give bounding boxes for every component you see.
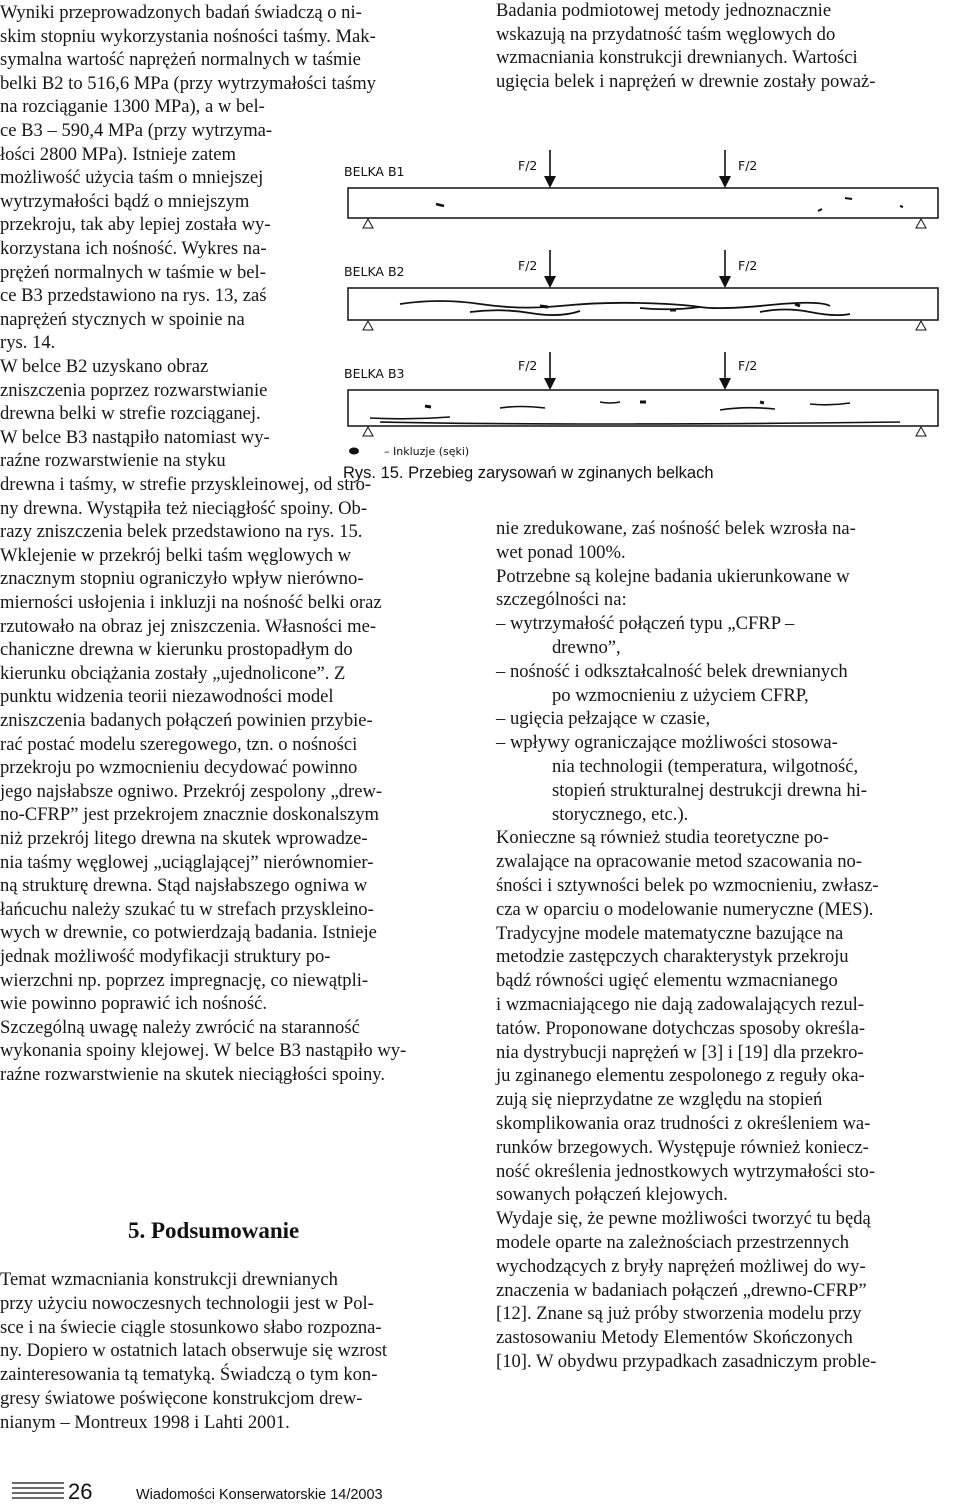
text-line: wzmacniania konstrukcji drewnianych. Wartości bbox=[496, 47, 858, 69]
text-line: zwalające na opracowanie metod szacowania no- bbox=[496, 851, 863, 873]
section-heading: 5. Podsumowanie bbox=[128, 1218, 300, 1243]
text-line: wych w drewnie, co potwierdzają badania. Istnieje bbox=[0, 922, 377, 944]
text-line: przy użyciu nowoczesnych technologii jest w Pol- bbox=[0, 1292, 374, 1314]
text-line: przekroju po wzmocnieniu decydować powinno bbox=[0, 757, 358, 779]
figure-beam-cracking bbox=[340, 140, 945, 465]
figure-legend bbox=[349, 445, 469, 458]
text-line: naprężeń stycznych w spoinie na bbox=[0, 308, 245, 330]
text-line: W belce B2 uzyskano obraz bbox=[0, 356, 209, 377]
text-line: ugięcia belek i naprężeń w drewnie zostały poważ- bbox=[496, 70, 876, 92]
beam-b2-arrowhead-right bbox=[719, 276, 731, 288]
text-line: – nośność i odkształcalność belek drewnianych bbox=[496, 660, 848, 682]
text-line: znaczenia w badaniach połączeń „drewno-CFRP” bbox=[496, 1279, 867, 1301]
text-line: kierunku obciążania zostały „ujednolicone”. Z bbox=[0, 662, 346, 684]
text-line: – wpływy ograniczające możliwości stosowa- bbox=[496, 732, 838, 754]
beam-b3-label: BELKA B3 bbox=[344, 366, 405, 381]
text-line: gresy światowe poświęcone konstrukcjom drew- bbox=[0, 1388, 363, 1409]
text-line: Konieczne są również studia teoretyczne po- bbox=[496, 827, 829, 849]
beam-b1-knots bbox=[818, 198, 903, 211]
beam-b3-arrowhead-left bbox=[544, 378, 556, 390]
beam-b1 bbox=[344, 150, 938, 228]
text-line: zainteresowania tą tematyką. Świadczą o tym kon- bbox=[0, 1364, 378, 1386]
text-line: wychodzących z bryły naprężeń możliwej do wy- bbox=[496, 1255, 866, 1277]
text-line: zują się nieprzydatne ze względu na stopień bbox=[496, 1089, 823, 1111]
text-line: wet ponad 100%. bbox=[496, 541, 626, 563]
text-line: i wzmacniającego nie dają zadowalających rezul- bbox=[496, 994, 865, 1015]
text-line: korzystana ich nośność. Wykres na- bbox=[0, 238, 267, 259]
text-line: ną strukturę drewna. Stąd najsłabszego ogniwa w bbox=[0, 875, 368, 897]
beam-b2-body bbox=[348, 288, 938, 320]
beam-b3-body bbox=[348, 390, 938, 426]
beam-b3-load-left: F/2 bbox=[518, 358, 538, 373]
text-line: ju zginanego elementu zespolonego z reguły oka- bbox=[496, 1065, 865, 1087]
beam-b2-cracks bbox=[400, 301, 850, 315]
text-line: wie powinno poprawić ich nośność. bbox=[0, 993, 267, 1015]
text-line: belki B2 to 516,6 MPa (przy wytrzymałości taśmy bbox=[0, 72, 376, 94]
text-line: po wzmocnieniu z użyciem CFRP, bbox=[552, 684, 809, 706]
text-line: sowanych połączeń klejowych. bbox=[496, 1184, 728, 1206]
text-line: Wydaje się, że pewne możliwości tworzyć tu będą bbox=[496, 1208, 871, 1230]
beam-b2-support-right bbox=[916, 321, 926, 330]
beam-b1-arrowhead-right bbox=[719, 176, 731, 188]
text-line: wierzchni np. poprzez impregnację, co niewątpli- bbox=[0, 969, 369, 991]
page-number: 26 bbox=[68, 1479, 93, 1504]
text-line: metodzie zastępczych charakterystyk przekroju bbox=[496, 946, 849, 968]
text-line: ny drewna. Wystąpiła też nieciągłość spoiny. Ob- bbox=[0, 497, 368, 519]
beam-b3-load-right: F/2 bbox=[738, 358, 758, 373]
beam-b2-support-left bbox=[363, 321, 373, 330]
beam-b2-load-right: F/2 bbox=[738, 258, 758, 273]
text-line: [12]. Znane są już próby stworzenia modelu przy bbox=[496, 1303, 862, 1325]
beam-b3-knots bbox=[425, 402, 764, 407]
beam-b3-cracks bbox=[370, 402, 900, 424]
text-line: niż przekrój litego drewna na skutek wprowadze- bbox=[0, 828, 368, 849]
text-line: drewna belki w strefie rozciąganej. bbox=[0, 403, 261, 425]
text-line: rzutowało na obraz jej zniszczenia. Własności me- bbox=[0, 615, 377, 637]
text-line: mierności usłojenia i inkluzji na nośność belki oraz bbox=[0, 592, 382, 613]
beam-b3-arrowhead-right bbox=[719, 378, 731, 390]
text-line: Szczególną uwagę należy zwrócić na staranność bbox=[0, 1016, 360, 1038]
text-line: łości 2800 MPa). Istnieje zatem bbox=[0, 143, 236, 165]
text-line: ce B3 przedstawiono na rys. 13, zaś bbox=[0, 285, 267, 307]
text-line: sce i na świecie ciągle stosunkowo słabo rozpozna- bbox=[0, 1316, 382, 1338]
text-line: storycznego, etc.). bbox=[552, 803, 689, 825]
beam-b1-support-right bbox=[916, 219, 926, 228]
beam-b2-load-left: F/2 bbox=[518, 258, 538, 273]
text-line: wskazują na przydatność taśm węglowych do bbox=[496, 23, 836, 45]
text-line: łańcuchu należy szukać tu w strefach przyskleino- bbox=[0, 898, 374, 920]
beam-b1-knot bbox=[436, 204, 444, 206]
text-line: Wklejenie w przekrój belki taśm węglowych w bbox=[0, 544, 352, 566]
text-line: tatów. Proponowane dotychczas sposoby określa- bbox=[496, 1017, 866, 1039]
text-line: raźne rozwarstwienie na styku bbox=[0, 450, 226, 472]
beam-b3 bbox=[344, 352, 938, 436]
text-line: przekroju, tak aby lepiej została wy- bbox=[0, 214, 271, 236]
text-line: zniszczenia badanych połączeń powinien przybie- bbox=[0, 710, 373, 731]
text-line: punktu widzenia teorii niezawodności model bbox=[0, 686, 334, 708]
text-line: skomplikowania oraz trudności z określeniem wa- bbox=[496, 1113, 871, 1134]
text-line: możliwość użycia taśm o mniejszej bbox=[0, 167, 264, 189]
beam-b1-load-left: F/2 bbox=[518, 158, 538, 173]
text-line: ny. Dopiero w ostatnich latach obserwuje się wzrost bbox=[0, 1340, 388, 1362]
text-line: drewna i taśmy, w strefie przyskleinowej, od stro- bbox=[0, 474, 372, 495]
text-line: wytrzymałości bądź o mniejszym bbox=[0, 190, 250, 212]
text-line: nie zredukowane, zaś nośność belek wzrosła na- bbox=[496, 518, 856, 539]
text-line: razy zniszczenia belek przedstawiono na rys. 15. bbox=[0, 521, 363, 543]
text-line: – wytrzymałość połączeń typu „CFRP – bbox=[496, 613, 795, 635]
text-line: Wyniki przeprowadzonych badań świadczą o ni- bbox=[0, 2, 362, 23]
text-line: szczególności na: bbox=[496, 589, 627, 611]
text-line: śności i sztywności belek po wzmocnieniu, zwłasz- bbox=[496, 875, 879, 896]
text-line: rys. 14. bbox=[0, 332, 56, 354]
beam-b2 bbox=[344, 250, 938, 330]
beam-b2-label: BELKA B2 bbox=[344, 264, 405, 279]
text-line: Tradycyjne modele matematyczne bazujące na bbox=[496, 922, 844, 944]
beam-b1-label: BELKA B1 bbox=[344, 164, 405, 179]
text-line: Temat wzmacniania konstrukcji drewnianych bbox=[0, 1269, 338, 1290]
legend-knot-symbol bbox=[349, 448, 359, 455]
text-line: rać postać modelu szeregowego, tzn. o nośności bbox=[0, 733, 358, 755]
text-line: raźne rozwarstwienie na skutek nieciągłości spoiny. bbox=[0, 1064, 385, 1085]
text-line: znacznym stopniu ograniczyło wpływ nierówno- bbox=[0, 568, 364, 590]
text-line: jego najsłabsze ogniwo. Przekrój zespolony „drew- bbox=[0, 780, 383, 802]
text-line: – ugięcia pełzające w czasie, bbox=[496, 708, 711, 730]
text-line: nianym – Montreux 1998 i Lahti 2001. bbox=[0, 1411, 290, 1433]
text-line: nia taśmy węglowej „uciąglającej” nierównomier- bbox=[0, 851, 374, 873]
text-line: stopień strukturalnej destrukcji drewna hi- bbox=[552, 779, 867, 801]
text-line: na rozciąganie 1300 MPa), a w bel- bbox=[0, 96, 265, 118]
text-line: bądź równości ugięć elementu wzmacnianego bbox=[496, 970, 838, 992]
text-line: runków brzegowych. Występuje również koniecz- bbox=[496, 1136, 869, 1158]
text-line: zniszczenia poprzez rozwarstwianie bbox=[0, 379, 268, 401]
text-line: chaniczne drewna w kierunku prostopadłym do bbox=[0, 639, 353, 661]
text-line: nia technologii (temperatura, wilgotność, bbox=[552, 756, 859, 777]
footer-rule-mark bbox=[12, 1480, 64, 1502]
text-line: modele oparte na zależnościach przestrzennych bbox=[496, 1232, 850, 1253]
text-line: ce B3 – 590,4 MPa (przy wytrzyma- bbox=[0, 120, 273, 141]
text-line: jednak możliwość modyfikacji struktury po- bbox=[0, 946, 331, 967]
journal-name: Wiadomości Konserwatorskie 14/2003 bbox=[136, 1487, 383, 1503]
legend-label: – Inkluzje (sęki) bbox=[384, 445, 470, 458]
text-line: ność określenia jednostkowych wytrzymałości sto- bbox=[496, 1160, 876, 1182]
text-line: [10]. W obydwu przypadkach zasadniczym proble- bbox=[496, 1351, 877, 1372]
text-line: Badania podmiotowej metody jednoznacznie bbox=[496, 0, 832, 21]
text-line: Potrzebne są kolejne badania ukierunkowane w bbox=[496, 565, 850, 587]
beam-b3-support-left bbox=[363, 427, 373, 436]
text-line: wykonania spoiny klejowej. W belce B3 nastąpiło wy- bbox=[0, 1040, 407, 1062]
beam-b1-support-left bbox=[363, 219, 373, 228]
beam-b1-arrowhead-left bbox=[544, 176, 556, 188]
text-line: nia dystrybucji naprężeń w [3] i [19] dla przekro- bbox=[496, 1041, 864, 1063]
text-line: skim stopniu wykorzystania nośności taśmy. Mak- bbox=[0, 25, 376, 47]
text-line: no-CFRP” jest przekrojem znacznie doskonalszym bbox=[0, 804, 380, 826]
text-line: W belce B3 nastąpiło natomiast wy- bbox=[0, 426, 270, 448]
beam-b3-support-right bbox=[916, 427, 926, 436]
beam-b2-arrowhead-left bbox=[544, 276, 556, 288]
text-line: cza w oparciu o modelowanie numeryczne (MES). bbox=[496, 898, 874, 920]
text-line: drewno”, bbox=[552, 637, 621, 658]
beam-b1-load-right: F/2 bbox=[738, 158, 758, 173]
text-line: symalna wartość naprężeń normalnych w taśmie bbox=[0, 49, 361, 71]
text-line: prężeń normalnych w taśmie w bel- bbox=[0, 261, 266, 283]
text-line: zastosowaniu Metody Elementów Skończonych bbox=[496, 1327, 853, 1349]
figure-caption: Rys. 15. Przebieg zarysowań w zginanych belkach bbox=[343, 464, 714, 482]
